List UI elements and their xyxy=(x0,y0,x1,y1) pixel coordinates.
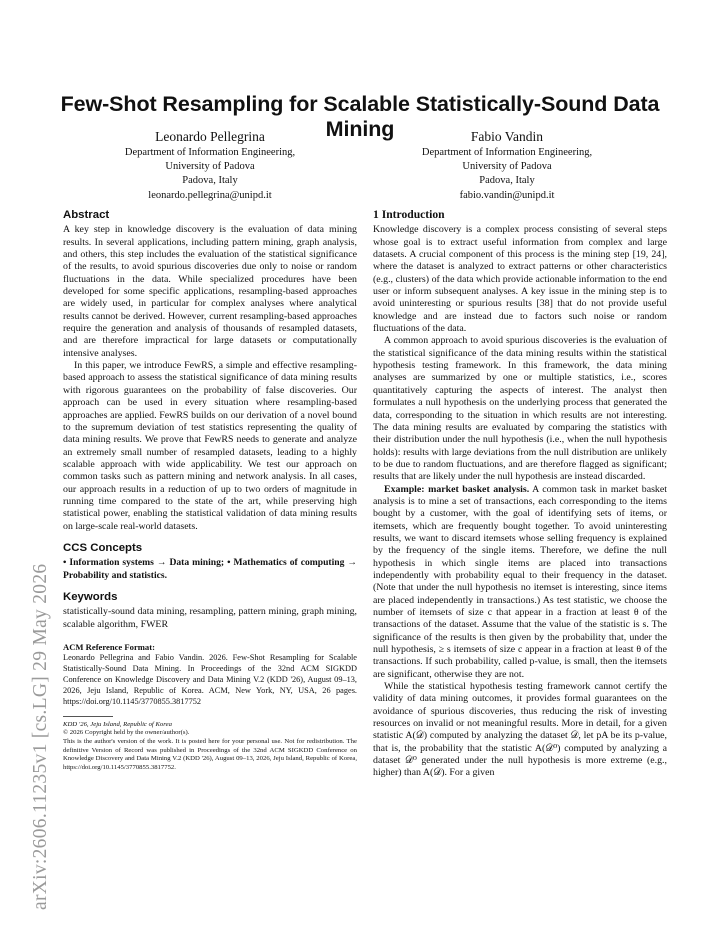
author-block-1 xyxy=(60,129,360,203)
ccs-heading: CCS Concepts xyxy=(63,541,143,554)
author-block-2 xyxy=(357,129,657,203)
author-location: Padova, Italy xyxy=(182,175,238,187)
left-column xyxy=(63,209,357,772)
author-name: Leonardo Pellegrina xyxy=(155,129,265,144)
abstract-paragraph-1: A key step in knowledge discovery is the evaluation of data mining results. In several applications, including pattern mining, graph analysis, and others, this step includes the evaluation of the statistical significance of the results, to avoid spurious discoveries due only to noise or random fluctuations in the data. While specialized procedures have been developed for some specific applications, resampling-based approaches are widely used, in particular for complex analyses where analytical results cannot be derived. However, current resampling-based approaches require the generation and analysis of thousands of resampled datasets, and are therefore impractical for large datasets or computationally intensive analyses. xyxy=(63,224,357,359)
author-email: fabio.vandin@unipd.it xyxy=(459,189,555,201)
intro-paragraph-2: A common approach to avoid spurious discoveries is the evaluation of the statistical significance of the data mining results within the statistical hypothesis testing framework. In this framework, the data mining analyses are summarized by one or multiple statistics, i.e., scores quantitatively capturing the aspects of interest. The analyst then formulates a null hypothesis on the underlying process that generated the data, corresponding to the situation in which results are not interesting. The data mining results are evaluated by comparing the statistics with their distribution under the null hypothesis (i.e., when the null hypothesis holds): results with large deviations from the null distribution are unlikely to be due to random fluctuations, and are therefore flagged as significant; results that are likely under the null hypothesis are instead discarded. xyxy=(373,335,667,483)
example-text: A common task in market basket analysis is to mine a set of transactions, each corresponding to the items bought by a customer, with the goal of identifying sets of items, or itemsets, which are frequently bought together. To avoid uninteresting results, we want to discard itemsets whose selling frequency is explained by the frequency of the single items. Therefore, we define the null hypothesis in which single items are placed into transactions independently with probability equal to their frequency in the dataset. (Note that under the null hypothesis no itemset is interesting, since items are placed independently in transactions.) As test statistic, we choose the number of itemsets of size c that appear in a fraction at least θ of the transactions of the dataset. Assume that the value of the statistic is s. The significance of the results is then given by the probability that, under the null hypothesis, ≥ s itemsets of size c appear in a fraction at least θ of the transactions. If such probability, called p-value, is small, then the itemsets are significant, otherwise they are not. xyxy=(373,483,667,680)
intro-paragraph-3 xyxy=(373,484,667,682)
example-lead: Example: market basket analysis. xyxy=(384,483,530,495)
author-name: Fabio Vandin xyxy=(470,129,544,144)
author-location: Padova, Italy xyxy=(479,175,535,187)
abstract-paragraph-2: In this paper, we introduce FewRS, a simple and effective resampling-based approach to assess the statistical significance of data mining results with rigorous guarantees on the probability of false discoveries. Our approach can be used in every situation where resampling-based approaches are applied. FewRS builds on our derivation of a novel bound to the supremum deviation of test statistics representing the quality of data mining results. We prove that FewRS needs to generate and analyze an extremely small number of resampled datasets, leading to a highly scalable approach with wide applicability. We test our approach on common tasks such as pattern mining and network analysis. In all cases, our approach results in a reduction of up to two orders of magnitude in running time compared to the state of the art, while preserving high statistical power, enabling the statistical validation of data mining results on large-scale real-world datasets. xyxy=(63,360,357,532)
ccs-concepts: • Information systems → Data mining; • Mathematics of computing → Probability and statistics. xyxy=(63,557,357,581)
arxiv-stamp-text: arXiv:2606.11235v1 [cs.LG] 29 May 2026 xyxy=(30,563,51,910)
author-department: Department of Information Engineering, xyxy=(124,147,296,158)
intro-paragraph-1: Knowledge discovery is a complex process consisting of several steps whose goal is to extract useful information from complex and large datasets. A crucial component of this process is the mining step [19, 24], where the dataset is analyzed to extract patterns or other characteristics (e.g., clusters) of the data which provide actionable information to the end user or inform subsequent analyses. A key issue in the mining step is to avoid uninteresting or spurious results [38] that do not provide useful knowledge and are instead due to factors such noise or random fluctuations of the data. xyxy=(373,224,667,335)
author-university: University of Padova xyxy=(165,161,255,173)
keywords-text: statistically-sound data mining, resampling, pattern mining, graph mining, scalable algorithm, FWER xyxy=(63,606,357,630)
footnote-notice: This is the author's version of the work. It is posted here for your personal use. Not for redistribution. The definitive Version of Record was published in Proceedings of the 32nd ACM SIGKDD Conference on Knowledge Discovery and Data Mining V.2 (KDD '26), August 09–13, 2026, Jeju Island, Republic of Korea, https://doi.org/10.1145/3770855.3817752. xyxy=(63,738,357,771)
abstract-heading: Abstract xyxy=(63,209,110,221)
intro-paragraph-4: While the statistical hypothesis testing framework cannot certify the validity of data mining outcomes, it provides formal guarantees on the avoidance of spurious discoveries, thus reducing the risk of investing resources on invalid or not meaningful results. More in detail, for a given statistic A(𝒟) computed by analyzing the dataset 𝒟, let pA be its p-value, that is, the probability that the statistic A(𝒟⁰) computed by analyzing a dataset 𝒟⁰ generated under the null hypothesis is more extreme (e.g., higher) than A(𝒟). For a given xyxy=(373,681,667,779)
acm-reference-text: Leonardo Pellegrina and Fabio Vandin. 2026. Few-Shot Resampling for Scalable Statistically-Sound Data Mining. In Proceedings of the 32nd ACM SIGKDD Conference on Knowledge Discovery and Data Mining V.2 (KDD '26), August 09–13, 2026, Jeju Island, Republic of Korea. ACM, New York, NY, USA, 26 pages. https://doi.org/10.1145/3770855.3817752 xyxy=(63,653,357,706)
acm-reference-heading: ACM Reference Format: xyxy=(63,642,155,652)
footnote-rule xyxy=(63,716,113,717)
introduction-heading: 1 Introduction xyxy=(373,208,445,221)
author-email: leonardo.pellegrina@unipd.it xyxy=(148,189,272,201)
keywords-heading: Keywords xyxy=(63,590,118,603)
footnote-copyright: © 2026 Copyright held by the owner/author(s). xyxy=(63,729,190,737)
arxiv-stamp xyxy=(8,250,52,910)
footnote-venue: KDD '26, Jeju Island, Republic of Korea xyxy=(63,720,172,728)
right-column xyxy=(373,209,667,780)
author-university: University of Padova xyxy=(462,161,552,173)
paper-title: Few-Shot Resampling for Scalable Statistically-Sound Data Mining xyxy=(60,92,660,141)
author-department: Department of Information Engineering, xyxy=(421,147,593,158)
